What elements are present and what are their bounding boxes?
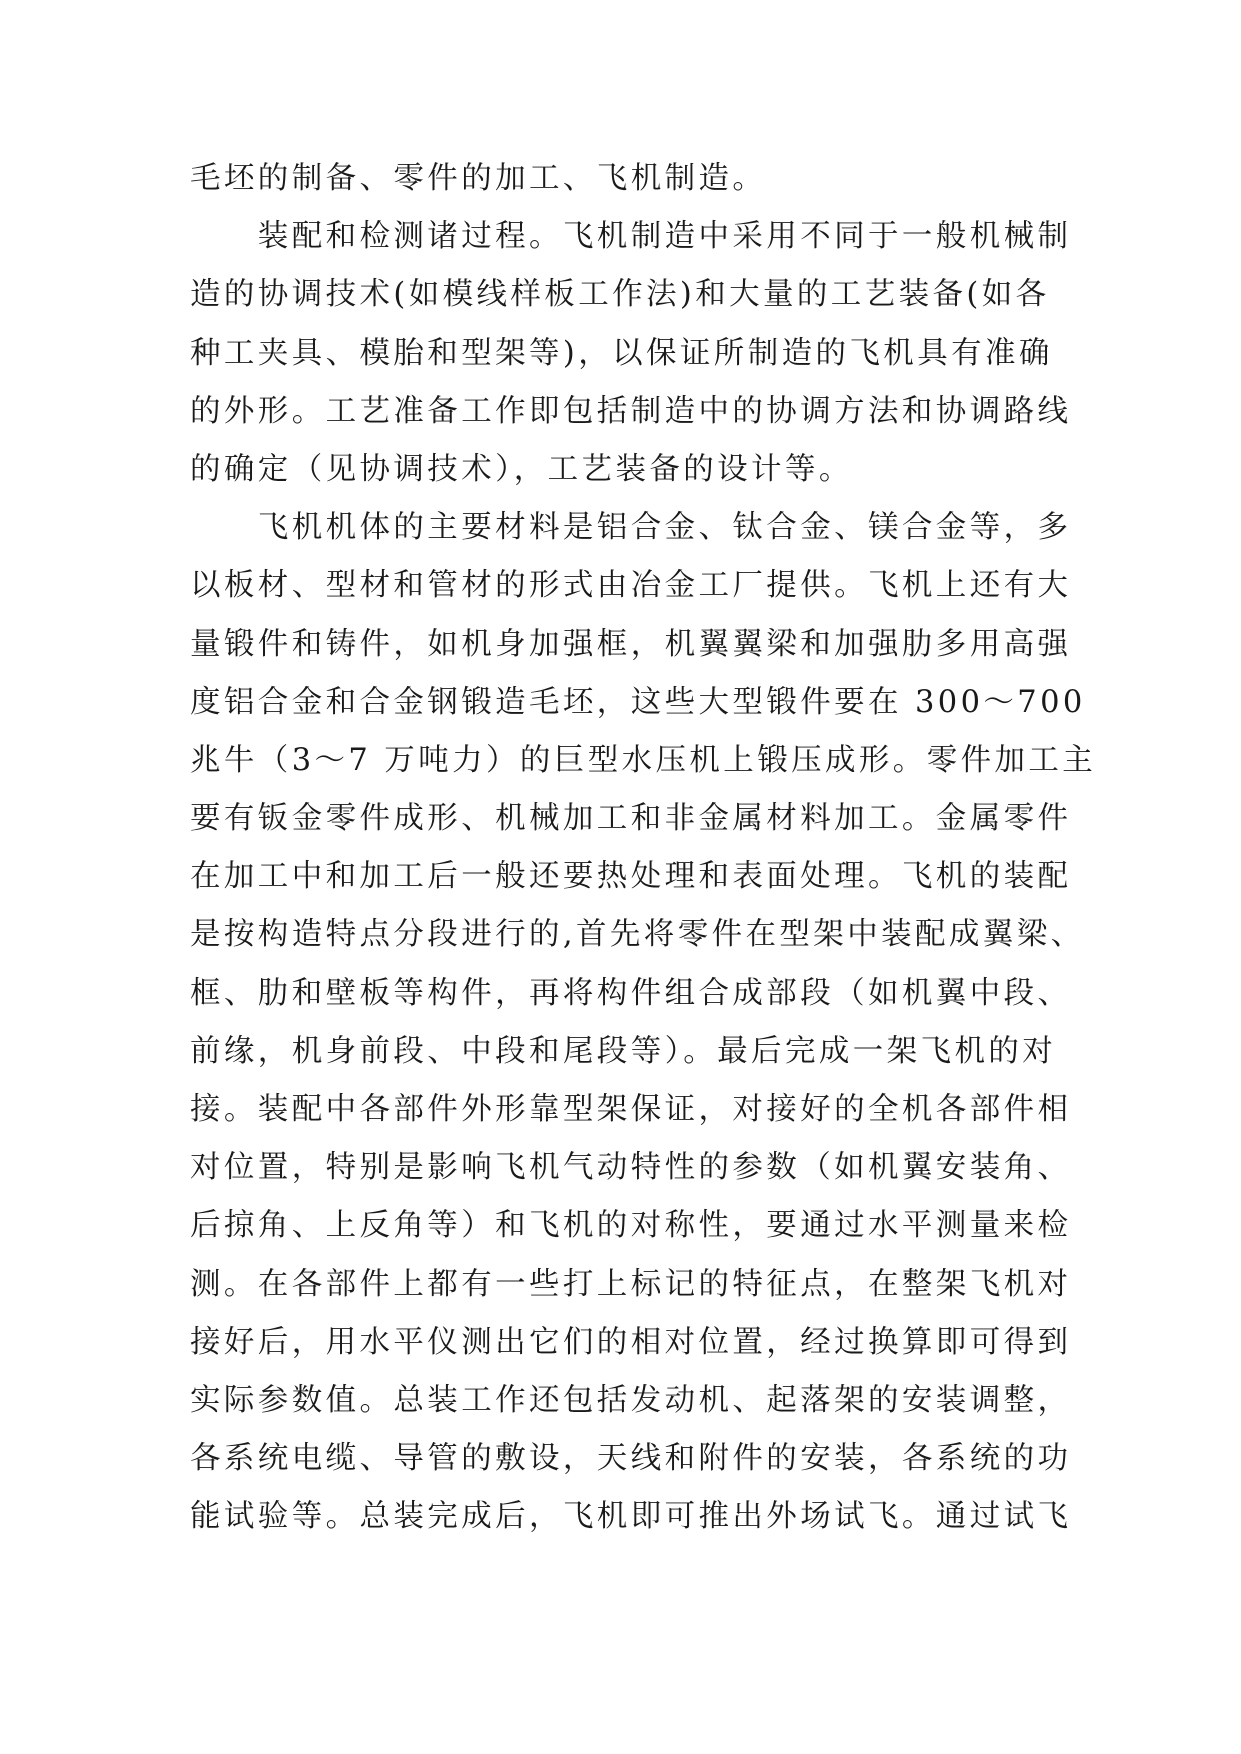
text-line: 以板材、型材和管材的形式由冶金工厂提供。飞机上还有大	[190, 568, 1072, 604]
text-line: 后掠角、上反角等）和飞机的对称性，要通过水平测量来检	[190, 1208, 1072, 1244]
text-line: 的外形。工艺准备工作即包括制造中的协调方法和协调路线	[190, 393, 1072, 429]
text-line: 造的协调技术(如模线样板工作法)和大量的工艺装备(如各	[190, 277, 1050, 313]
text-line: 是按构造特点分段进行的,首先将零件在型架中装配成翼梁、	[190, 917, 1085, 953]
text-line: 毛坯的制备、零件的加工、飞机制造。	[190, 161, 767, 196]
text-line: 在加工中和加工后一般还要热处理和表面处理。飞机的装配	[190, 859, 1072, 895]
text-line: 要有钣金零件成形、机械加工和非金属材料加工。金属零件	[190, 801, 1072, 837]
text-line: 装配和检测诸过程。飞机制造中采用不同于一般机械制	[190, 219, 1072, 255]
text-line: 接。装配中各部件外形靠型架保证，对接好的全机各部件相	[190, 1092, 1072, 1127]
text-line: 测。在各部件上都有一些打上标记的特征点，在整架飞机对	[190, 1266, 1072, 1302]
text-line: 种工夹具、模胎和型架等)，以保证所制造的飞机具有准确	[190, 335, 1053, 371]
text-line: 量锻件和铸件，如机身加强框，机翼翼梁和加强肋多用高强	[190, 626, 1072, 662]
text-line: 各系统电缆、导管的敷设，天线和附件的安装，各系统的功	[190, 1441, 1072, 1477]
body-text	[190, 150, 1097, 1547]
text-line: 兆牛（3～7 万吨力）的巨型水压机上锻压成形。零件加工主	[190, 742, 1097, 778]
text-line: 对位置，特别是影响飞机气动特性的参数（如机翼安装角、	[190, 1150, 1072, 1186]
text-line: 实际参数值。总装工作还包括发动机、起落架的安装调整，	[190, 1382, 1072, 1418]
text-line: 度铝合金和合金钢锻造毛坯，这些大型锻件要在 300～700	[190, 684, 1086, 720]
text-line: 前缘，机身前段、中段和尾段等）。最后完成一架飞机的对	[190, 1033, 1057, 1069]
text-line: 的确定（见协调技术），工艺装备的设计等。	[190, 451, 853, 487]
text-line: 能试验等。总装完成后，飞机即可推出外场试飞。通过试飞	[190, 1499, 1072, 1535]
text-line: 飞机机体的主要材料是铝合金、钛合金、镁合金等，多	[190, 510, 1072, 546]
text-line: 框、肋和壁板等构件，再将构件组合成部段（如机翼中段、	[190, 975, 1072, 1011]
text-line: 接好后，用水平仪测出它们的相对位置，经过换算即可得到	[190, 1324, 1072, 1360]
